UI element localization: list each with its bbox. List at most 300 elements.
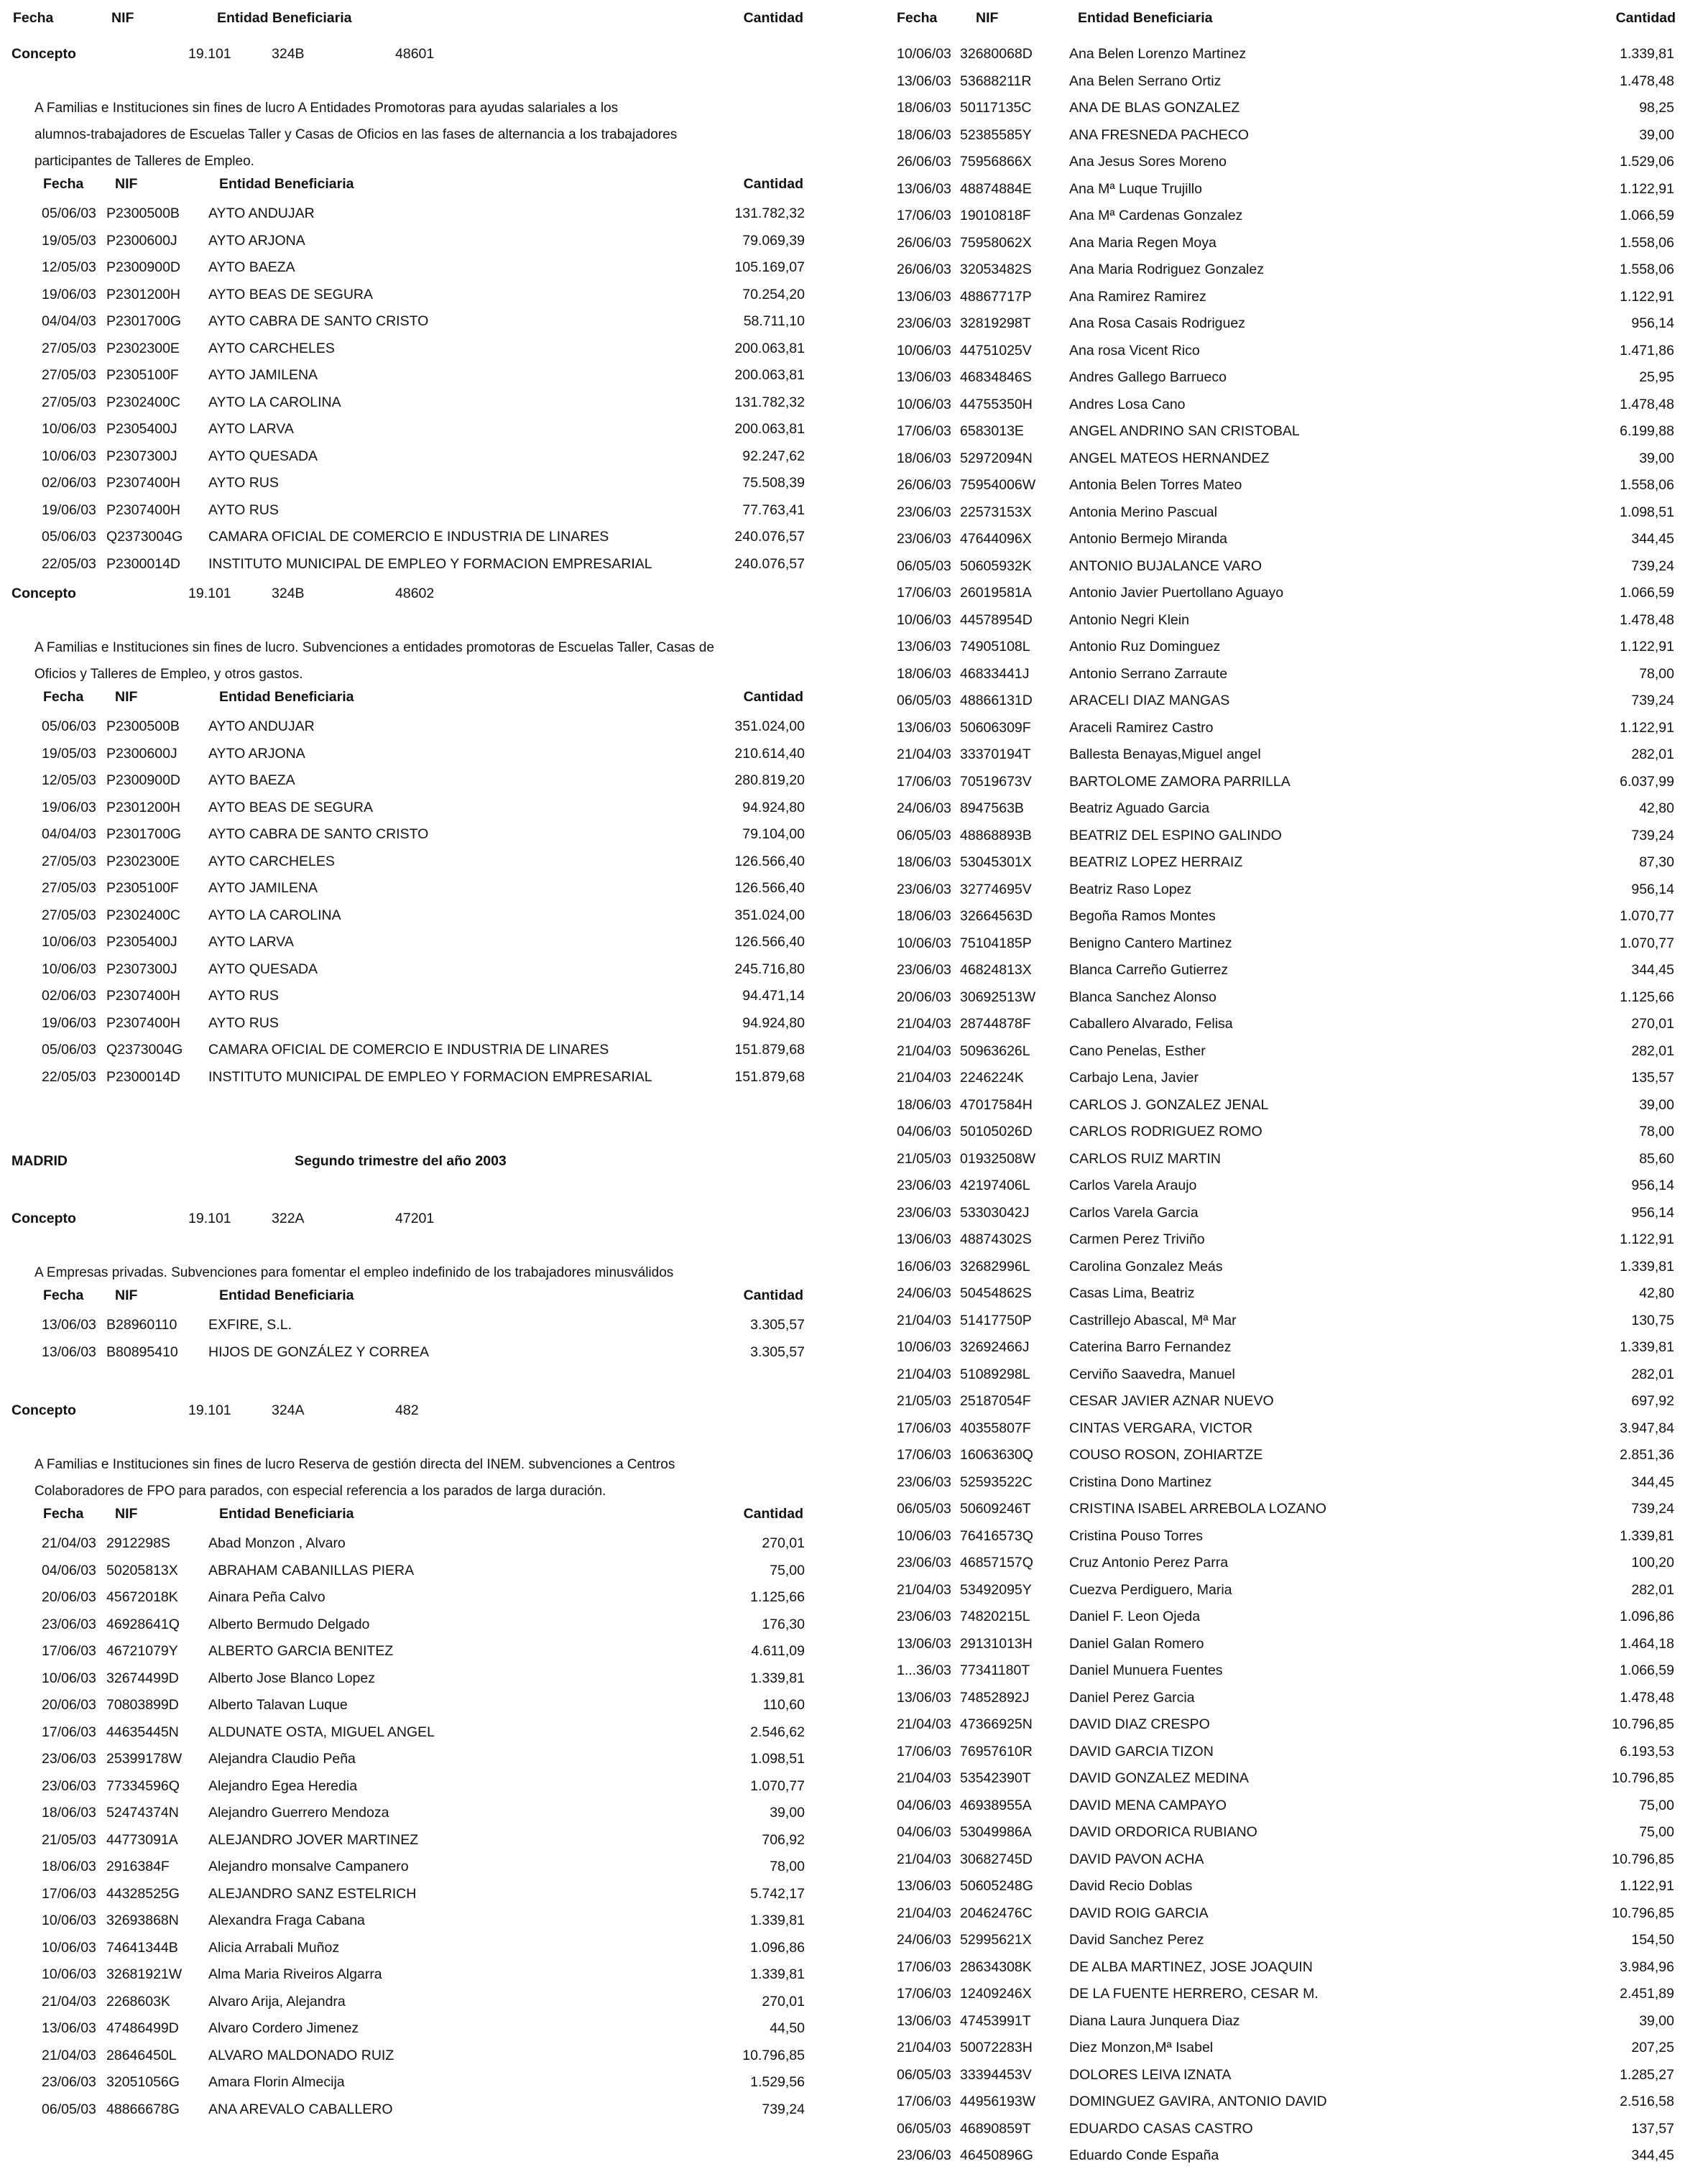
table-row — [0, 1311, 819, 1338]
row-date: 21/04/03 — [897, 1016, 951, 1032]
row-nif: 8947563B — [960, 800, 1024, 816]
row-date: 17/06/03 — [897, 1986, 951, 2002]
row-beneficiary: Ana rosa Vicent Rico — [1069, 342, 1200, 359]
concept-description-line — [0, 1450, 819, 1476]
header-entidad: Entidad Beneficiaria — [217, 10, 352, 26]
header-entidad: Entidad Beneficiaria — [219, 175, 354, 192]
row-amount: 100,20 — [1631, 1555, 1674, 1571]
row-date: 04/04/03 — [42, 826, 96, 842]
row-amount: 1.122,91 — [1620, 180, 1674, 197]
row-date: 10/06/03 — [42, 1670, 96, 1686]
concept-row — [0, 577, 819, 604]
row-nif: 53049986A — [960, 1824, 1032, 1840]
row-date: 13/06/03 — [897, 639, 951, 655]
row-date: 10/06/03 — [42, 1966, 96, 1982]
row-nif: 46938955A — [960, 1797, 1032, 1813]
concept-code-item: 482 — [395, 1402, 419, 1418]
row-amount: 94.924,80 — [742, 799, 805, 815]
concept-code-program: 19.101 — [188, 1211, 231, 1226]
row-nif: P2300500B — [106, 205, 180, 221]
row-nif: 53492095Y — [960, 1581, 1032, 1598]
concept-code-item: 48602 — [395, 586, 435, 601]
concept-code-program: 19.101 — [188, 1402, 231, 1418]
row-nif: P2301700G — [106, 313, 182, 329]
table-row — [884, 68, 1689, 95]
row-nif: 48874884E — [960, 180, 1032, 197]
row-date: 23/06/03 — [42, 1616, 96, 1632]
row-date: 06/05/03 — [897, 558, 951, 574]
row-beneficiary: Ainara Peña Calvo — [208, 1589, 326, 1605]
row-nif: 53303042J — [960, 1204, 1030, 1221]
row-nif: 53045301X — [960, 854, 1032, 870]
row-amount: 1.339,81 — [1620, 1339, 1674, 1355]
row-amount: 151.879,68 — [734, 1042, 805, 1058]
table-row — [884, 94, 1689, 121]
row-date: 17/06/03 — [42, 1643, 96, 1659]
row-amount: 39,00 — [770, 1805, 805, 1821]
table-row — [0, 1530, 819, 1557]
header-nif: NIF — [111, 10, 134, 26]
row-nif: 20462476C — [960, 1905, 1033, 1921]
row-nif: 30692513W — [960, 989, 1036, 1005]
concept-row — [0, 1394, 819, 1421]
header-fecha: Fecha — [897, 10, 938, 26]
row-nif: P2302400C — [106, 394, 181, 410]
row-date: 22/05/03 — [42, 1068, 96, 1085]
row-date: 21/04/03 — [897, 1770, 951, 1786]
row-beneficiary: Alberto Bermudo Delgado — [208, 1616, 370, 1632]
table-row — [884, 741, 1689, 768]
table-row — [884, 1415, 1689, 1442]
table-row — [884, 1953, 1689, 1981]
concept-description-line — [0, 1476, 819, 1503]
row-amount: 1.478,48 — [1620, 396, 1674, 412]
row-nif: 33394453V — [960, 2066, 1032, 2083]
row-amount: 126.566,40 — [734, 853, 805, 869]
row-date: 18/06/03 — [897, 126, 951, 143]
row-date: 10/06/03 — [897, 342, 951, 359]
row-beneficiary: Castrillejo Abascal, Mª Mar — [1069, 1312, 1237, 1328]
row-amount: 240.076,57 — [734, 529, 805, 545]
row-date: 10/06/03 — [42, 448, 96, 464]
row-date: 24/06/03 — [897, 1285, 951, 1301]
row-amount: 1.558,06 — [1620, 477, 1674, 493]
table-row — [884, 2142, 1689, 2169]
row-date: 13/06/03 — [42, 1344, 96, 1360]
row-amount: 1.066,59 — [1620, 585, 1674, 601]
row-date: 16/06/03 — [897, 1258, 951, 1275]
table-row — [0, 254, 819, 281]
row-amount: 92.247,62 — [742, 448, 805, 464]
row-nif: P2300500B — [106, 718, 180, 734]
row-date: 21/05/03 — [897, 1393, 951, 1409]
row-date: 21/04/03 — [897, 1070, 951, 1086]
row-nif: P2300014D — [106, 555, 181, 572]
spacer — [0, 1365, 819, 1394]
row-date: 13/06/03 — [897, 2012, 951, 2029]
row-beneficiary: AYTO LA CAROLINA — [208, 907, 341, 923]
row-nif: 44755350H — [960, 396, 1033, 412]
header-entidad: Entidad Beneficiaria — [219, 688, 354, 705]
table-row — [0, 1691, 819, 1719]
row-amount: 1.558,06 — [1620, 262, 1674, 277]
table-row — [884, 768, 1689, 795]
table-row — [884, 1280, 1689, 1307]
table-row — [884, 984, 1689, 1011]
table-row — [884, 1118, 1689, 1145]
header-entidad: Entidad Beneficiaria — [219, 1505, 354, 1522]
row-nif: 75958062X — [960, 234, 1032, 251]
row-amount: 3.947,84 — [1620, 1420, 1674, 1436]
row-date: 06/05/03 — [897, 2066, 951, 2083]
row-nif: 77341180T — [960, 1662, 1030, 1678]
row-beneficiary: Cerviño Saavedra, Manuel — [1069, 1366, 1235, 1382]
row-beneficiary: Caballero Alvarado, Felisa — [1069, 1016, 1233, 1032]
row-nif: 50072283H — [960, 2040, 1033, 2055]
row-nif: 16063630Q — [960, 1447, 1033, 1463]
row-date: 10/06/03 — [42, 421, 96, 437]
row-date: 17/06/03 — [897, 585, 951, 601]
row-amount: 2.451,89 — [1620, 1986, 1674, 2002]
row-amount: 351.024,00 — [734, 907, 805, 923]
row-amount: 4.611,09 — [751, 1643, 805, 1659]
table-row — [884, 579, 1689, 606]
table-header — [884, 0, 1689, 40]
table-row — [884, 1872, 1689, 1900]
row-date: 26/06/03 — [897, 477, 951, 493]
row-date: 23/06/03 — [897, 1204, 951, 1221]
table-row — [0, 1338, 819, 1366]
row-beneficiary: AYTO CARCHELES — [208, 340, 335, 356]
row-date: 18/06/03 — [897, 100, 951, 116]
row-nif: 51417750P — [960, 1312, 1032, 1328]
table-row — [0, 2068, 819, 2096]
row-beneficiary: Andres Losa Cano — [1069, 396, 1186, 412]
row-amount: 1.464,18 — [1620, 1635, 1674, 1652]
concept-row — [0, 1202, 819, 1229]
row-amount: 351.024,00 — [734, 718, 805, 734]
table-header — [0, 0, 819, 37]
table-row — [0, 2042, 819, 2069]
row-amount: 1.339,81 — [750, 1966, 805, 1982]
row-beneficiary: AYTO BEAS DE SEGURA — [208, 286, 374, 302]
row-nif: 50105026D — [960, 1124, 1033, 1139]
table-row — [884, 1253, 1689, 1280]
row-nif: 44751025V — [960, 342, 1032, 359]
row-nif: Q2373004G — [106, 1042, 183, 1058]
table-row — [884, 1172, 1689, 1199]
row-amount: 94.924,80 — [742, 1014, 805, 1031]
row-beneficiary: Ana Rosa Casais Rodriguez — [1069, 315, 1245, 331]
row-amount: 1.122,91 — [1620, 1231, 1674, 1247]
row-beneficiary: EDUARDO CASAS CASTRO — [1069, 2120, 1253, 2137]
row-amount: 6.193,53 — [1620, 1743, 1674, 1759]
row-beneficiary: AYTO QUESADA — [208, 448, 318, 464]
table-row — [0, 874, 819, 902]
row-amount: 3.305,57 — [750, 1344, 805, 1360]
row-date: 21/04/03 — [897, 1312, 951, 1328]
table-row — [884, 1037, 1689, 1065]
row-amount: 42,80 — [1639, 800, 1674, 816]
row-date: 24/06/03 — [897, 800, 951, 816]
table-row — [884, 1199, 1689, 1226]
row-beneficiary: Alvaro Cordero Jimenez — [208, 2020, 359, 2036]
row-date: 23/06/03 — [897, 2147, 951, 2163]
row-amount: 10.796,85 — [1612, 1905, 1674, 1921]
row-nif: 75954006W — [960, 477, 1036, 493]
row-date: 21/04/03 — [897, 1851, 951, 1867]
row-date: 10/06/03 — [897, 1339, 951, 1355]
row-nif: 76416573Q — [960, 1527, 1033, 1544]
row-amount: 1.339,81 — [1620, 46, 1674, 62]
row-beneficiary: Ana Mª Cardenas Gonzalez — [1069, 208, 1243, 223]
row-date: 21/04/03 — [897, 2040, 951, 2055]
row-beneficiary: Begoña Ramos Montes — [1069, 908, 1216, 924]
row-nif: P2300014D — [106, 1068, 181, 1085]
header-cantidad: Cantidad — [743, 1505, 803, 1522]
table-row — [884, 848, 1689, 876]
row-date: 04/06/03 — [42, 1562, 96, 1578]
concept-code-program: 19.101 — [188, 586, 231, 601]
spacer — [0, 65, 819, 93]
table-row — [884, 1657, 1689, 1684]
row-beneficiary: Alejandro Guerrero Mendoza — [208, 1805, 389, 1821]
row-nif: 32681921W — [106, 1966, 183, 1982]
concept-description-line — [0, 120, 819, 147]
row-nif: P2302300E — [106, 340, 180, 356]
table-row — [884, 1226, 1689, 1253]
row-date: 17/06/03 — [42, 1885, 96, 1902]
row-date: 27/05/03 — [42, 340, 96, 356]
row-date: 10/06/03 — [42, 1939, 96, 1956]
table-row — [0, 415, 819, 443]
row-date: 23/06/03 — [897, 1178, 951, 1193]
row-beneficiary: AYTO JAMILENA — [208, 367, 318, 383]
row-amount: 1.558,06 — [1620, 234, 1674, 251]
table-row — [0, 1772, 819, 1800]
table-row — [884, 1684, 1689, 1711]
table-row — [884, 2088, 1689, 2115]
row-nif: P2300900D — [106, 772, 181, 788]
row-date: 1...36/03 — [897, 1662, 951, 1678]
right-column — [884, 0, 1689, 2169]
row-beneficiary: Diez Monzon,Mª Isabel — [1069, 2040, 1214, 2055]
row-nif: 44578954D — [960, 611, 1033, 628]
row-amount: 706,92 — [762, 1831, 805, 1848]
row-beneficiary: ANTONIO BUJALANCE VARO — [1069, 558, 1262, 574]
table-row — [884, 1064, 1689, 1091]
row-nif: P2301200H — [106, 799, 181, 815]
row-beneficiary: AYTO RUS — [208, 1014, 279, 1031]
row-beneficiary: ALBERTO GARCIA BENITEZ — [208, 1643, 394, 1659]
row-date: 23/06/03 — [42, 1751, 96, 1767]
table-row — [0, 307, 819, 335]
row-beneficiary: Ana Maria Rodriguez Gonzalez — [1069, 262, 1264, 277]
row-beneficiary: Caterina Barro Fernandez — [1069, 1339, 1232, 1355]
table-row — [884, 229, 1689, 256]
row-date: 13/06/03 — [42, 2020, 96, 2036]
row-beneficiary: Carolina Gonzalez Meás — [1069, 1258, 1223, 1275]
header-nif: NIF — [115, 688, 138, 705]
row-date: 17/06/03 — [897, 1958, 951, 1975]
row-beneficiary: INSTITUTO MUNICIPAL DE EMPLEO Y FORMACION EMPRESARIAL — [208, 555, 652, 572]
row-beneficiary: ANGEL ANDRINO SAN CRISTOBAL — [1069, 423, 1300, 439]
row-amount: 39,00 — [1639, 2012, 1674, 2029]
header-fecha: Fecha — [43, 175, 84, 192]
table-row — [884, 902, 1689, 930]
header-nif: NIF — [115, 1287, 138, 1303]
row-nif: 47644096X — [960, 531, 1032, 547]
concept-label: Concepto — [11, 1211, 76, 1226]
row-date: 24/06/03 — [897, 1932, 951, 1948]
row-amount: 78,00 — [1639, 1124, 1674, 1139]
row-amount: 1.125,66 — [1620, 989, 1674, 1005]
row-nif: 40355807F — [960, 1420, 1031, 1436]
row-amount: 956,14 — [1631, 315, 1674, 331]
row-amount: 131.782,32 — [734, 394, 805, 410]
table-row — [0, 1745, 819, 1772]
row-amount: 1.122,91 — [1620, 719, 1674, 736]
row-nif: 47453991T — [960, 2012, 1031, 2029]
row-beneficiary: BEATRIZ DEL ESPINO GALINDO — [1069, 827, 1282, 843]
description-text: A Familias e Instituciones sin fines de lucro A Entidades Promotoras para ayudas salariales a los — [34, 100, 619, 116]
table-row — [0, 1961, 819, 1988]
row-amount: 1.096,86 — [750, 1939, 805, 1956]
table-row — [0, 1665, 819, 1692]
row-amount: 739,24 — [762, 2101, 805, 2117]
row-date: 12/05/03 — [42, 259, 96, 275]
row-amount: 1.098,51 — [1620, 504, 1674, 520]
row-nif: 12409246X — [960, 1986, 1032, 2002]
description-text: A Familias e Instituciones sin fines de lucro. Subvenciones a entidades promotoras de Escuelas Taller, Casas de — [34, 639, 714, 655]
row-beneficiary: AYTO ANDUJAR — [208, 718, 315, 734]
row-amount: 77.763,41 — [742, 501, 805, 518]
table-row — [0, 1611, 819, 1638]
row-beneficiary: Cristina Dono Martinez — [1069, 1474, 1212, 1490]
row-amount: 1.070,77 — [750, 1777, 805, 1794]
row-amount: 245.716,80 — [734, 961, 805, 977]
row-nif: P2307300J — [106, 448, 177, 464]
row-date: 27/05/03 — [42, 367, 96, 383]
row-amount: 75,00 — [770, 1562, 805, 1578]
row-amount: 1.478,48 — [1620, 73, 1674, 89]
row-nif: 52474374N — [106, 1805, 179, 1821]
row-nif: 52385585Y — [960, 126, 1032, 143]
row-amount: 58.711,10 — [743, 313, 805, 329]
concept-row — [0, 37, 819, 65]
header-fecha: Fecha — [43, 1505, 84, 1522]
row-amount: 78,00 — [1639, 665, 1674, 682]
row-date: 21/04/03 — [897, 1581, 951, 1598]
table-row — [884, 956, 1689, 984]
header-nif: NIF — [115, 1505, 138, 1522]
row-nif: 77334596Q — [106, 1777, 180, 1794]
row-beneficiary: ANA AREVALO CABALLERO — [208, 2101, 393, 2117]
table-row — [884, 1603, 1689, 1630]
row-beneficiary: AYTO BAEZA — [208, 259, 295, 275]
description-text: Colaboradores de FPO para parados, con especial referencia a los parados de larga duración. — [34, 1483, 606, 1499]
row-amount: 200.063,81 — [734, 340, 805, 356]
row-amount: 1.339,81 — [750, 1670, 805, 1686]
row-amount: 1.070,77 — [1620, 935, 1674, 951]
row-nif: P2307400H — [106, 988, 181, 1004]
table-header — [0, 173, 819, 200]
row-beneficiary: Ana Jesus Sores Moreno — [1069, 154, 1227, 170]
row-nif: B28960110 — [106, 1317, 177, 1333]
row-nif: 74641344B — [106, 1939, 178, 1956]
row-nif: 75956866X — [960, 154, 1032, 170]
table-row — [0, 496, 819, 524]
table-row — [884, 2061, 1689, 2089]
row-amount: 85,60 — [1639, 1150, 1674, 1167]
row-beneficiary: AYTO LA CAROLINA — [208, 394, 341, 410]
header-cantidad: Cantidad — [743, 688, 803, 705]
row-nif: P2305400J — [106, 421, 177, 437]
row-amount: 1.122,91 — [1620, 288, 1674, 305]
row-beneficiary: ANGEL MATEOS HERNANDEZ — [1069, 450, 1270, 466]
row-beneficiary: Ana Belen Serrano Ortiz — [1069, 73, 1222, 89]
row-beneficiary: AYTO RUS — [208, 988, 279, 1004]
row-beneficiary: AYTO ARJONA — [208, 745, 305, 762]
description-text: A Familias e Instituciones sin fines de lucro Reserva de gestión directa del INEM. subvenciones a Centros — [34, 1456, 675, 1472]
row-amount: 207,25 — [1631, 2040, 1674, 2055]
table-row — [0, 335, 819, 362]
row-beneficiary: DAVID GARCIA TIZON — [1069, 1743, 1214, 1759]
table-header — [0, 1503, 819, 1530]
table-row — [0, 1036, 819, 1063]
row-nif: 46834846S — [960, 369, 1032, 385]
row-date: 13/06/03 — [897, 1878, 951, 1894]
table-row — [884, 2115, 1689, 2142]
row-date: 27/05/03 — [42, 907, 96, 923]
row-beneficiary: HIJOS DE GONZÁLEZ Y CORREA — [208, 1344, 430, 1360]
row-nif: 46824813X — [960, 962, 1032, 978]
row-nif: 45672018K — [106, 1589, 178, 1605]
table-row — [0, 1557, 819, 1584]
row-nif: 50454862S — [960, 1285, 1032, 1301]
row-date: 17/06/03 — [897, 208, 951, 223]
row-date: 21/04/03 — [897, 1905, 951, 1921]
row-amount: 10.796,85 — [742, 2047, 805, 2063]
row-date: 13/06/03 — [897, 369, 951, 385]
row-date: 17/06/03 — [897, 773, 951, 790]
row-nif: 42197406L — [960, 1178, 1030, 1193]
row-date: 06/05/03 — [897, 827, 951, 843]
row-beneficiary: ALEJANDRO JOVER MARTINEZ — [208, 1831, 419, 1848]
row-nif: P2305100F — [106, 367, 179, 383]
header-cantidad: Cantidad — [1615, 10, 1676, 26]
row-date: 21/04/03 — [42, 1993, 96, 2010]
row-nif: 50605248G — [960, 1878, 1033, 1894]
row-date: 06/05/03 — [897, 693, 951, 708]
header-nif: NIF — [115, 175, 138, 192]
row-amount: 697,92 — [1631, 1393, 1674, 1409]
table-row — [884, 1576, 1689, 1604]
row-nif: 74852892J — [960, 1689, 1030, 1706]
row-beneficiary: DE ALBA MARTINEZ, JOSE JOAQUIN — [1069, 1958, 1313, 1975]
row-beneficiary: BEATRIZ LOPEZ HERRAIZ — [1069, 854, 1243, 870]
row-nif: 46833441J — [960, 665, 1030, 682]
table-row — [884, 1711, 1689, 1738]
row-beneficiary: Antonio Javier Puertollano Aguayo — [1069, 585, 1284, 601]
row-date: 04/06/03 — [897, 1124, 951, 1139]
row-amount: 79.069,39 — [742, 232, 805, 249]
row-date: 22/05/03 — [42, 555, 96, 572]
concept-code-item: 47201 — [395, 1211, 435, 1226]
row-nif: P2302300E — [106, 853, 180, 869]
row-nif: 47366925N — [960, 1716, 1033, 1732]
row-nif: 52995621X — [960, 1932, 1032, 1948]
